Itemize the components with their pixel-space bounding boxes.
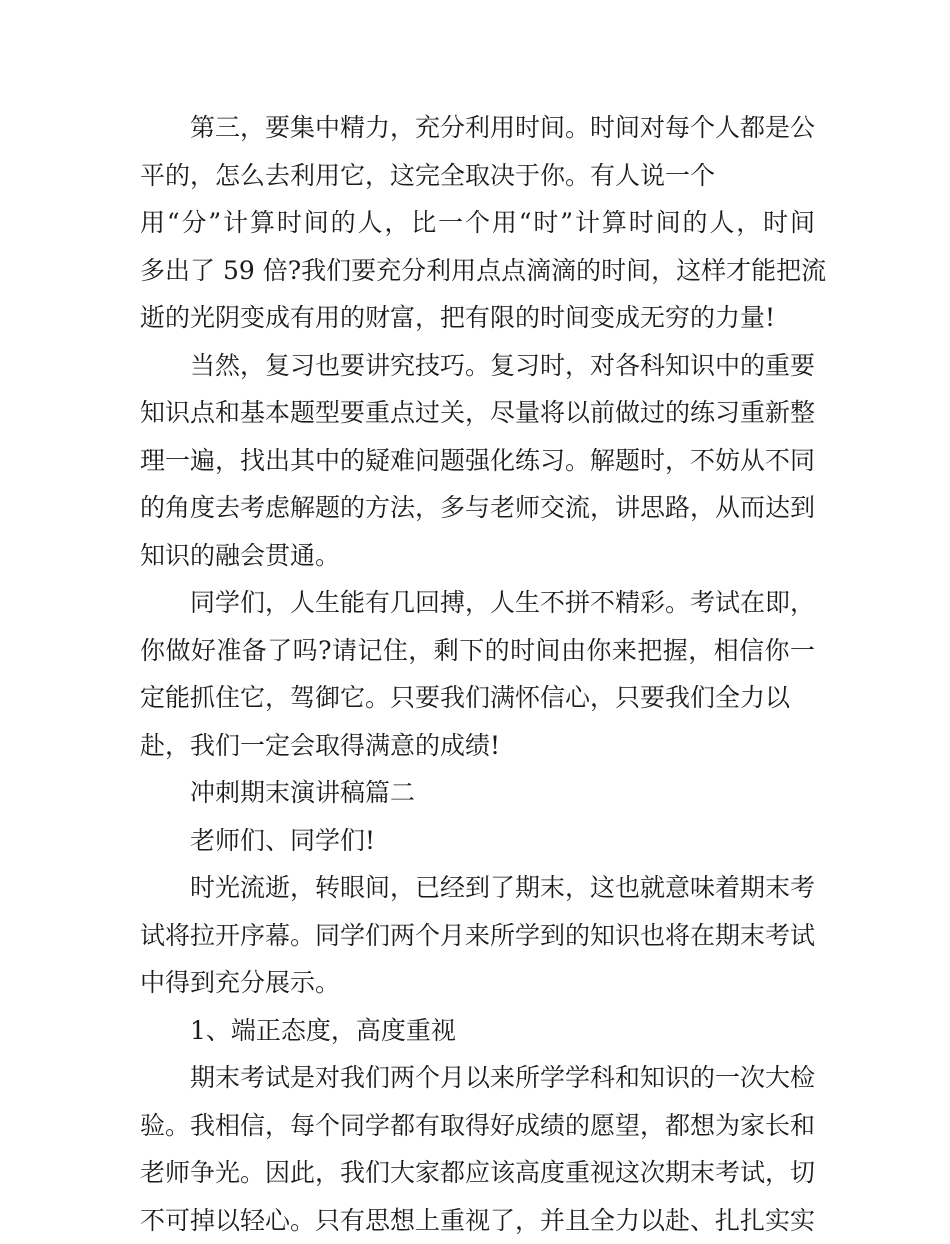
text-line: 老师争光。因此，我们大家都应该高度重视这次期末考试，切 bbox=[140, 1149, 815, 1197]
text-line: 时光流逝，转眼间，已经到了期末，这也就意味着期末考 bbox=[140, 864, 815, 912]
text-line: 的角度去考虑解题的方法，多与老师交流，讲思路，从而达到 bbox=[140, 484, 815, 532]
text-line: 逝的光阴变成有用的财富，把有限的时间变成无穷的力量! bbox=[140, 294, 815, 342]
text-line: 中得到充分展示。 bbox=[140, 959, 815, 1007]
text-line: 第三，要集中精力，充分利用时间。时间对每个人都是公 bbox=[140, 104, 815, 152]
text-line: 验。我相信，每个同学都有取得好成绩的愿望，都想为家长和 bbox=[140, 1102, 815, 1150]
text-line: 当然，复习也要讲究技巧。复习时，对各科知识中的重要 bbox=[140, 342, 815, 390]
text-line: 同学们，人生能有几回搏，人生不拼不精彩。考试在即， bbox=[140, 579, 815, 627]
text-line: 你做好准备了吗?请记住，剩下的时间由你来把握，相信你一 bbox=[140, 627, 815, 675]
text-line: 赴，我们一定会取得满意的成绩! bbox=[140, 722, 815, 770]
text-line: 冲刺期末演讲稿篇二 bbox=[140, 769, 815, 817]
text-line: 期末考试是对我们两个月以来所学学科和知识的一次大检 bbox=[140, 1054, 815, 1102]
text-line: 不可掉以轻心。只有思想上重视了，并且全力以赴、扎扎实实 bbox=[140, 1197, 815, 1244]
text-line: 理一遍，找出其中的疑难问题强化练习。解题时，不妨从不同 bbox=[140, 437, 815, 485]
text-line: 多出了 59 倍?我们要充分利用点点滴滴的时间，这样才能把流 bbox=[140, 247, 815, 295]
text-line: 平的，怎么去利用它，这完全取决于你。有人说一个 bbox=[140, 152, 815, 200]
text-line: 1、端正态度，高度重视 bbox=[140, 1007, 815, 1055]
text-line: 用“分”计算时间的人，比一个用“时”计算时间的人，时间 bbox=[140, 199, 815, 247]
text-line: 老师们、同学们! bbox=[140, 817, 815, 865]
text-line: 知识的融会贯通。 bbox=[140, 532, 815, 580]
text-line: 定能抓住它，驾御它。只要我们满怀信心，只要我们全力以 bbox=[140, 674, 815, 722]
text-line: 知识点和基本题型要重点过关，尽量将以前做过的练习重新整 bbox=[140, 389, 815, 437]
document-body bbox=[140, 104, 815, 1244]
text-line: 试将拉开序幕。同学们两个月来所学到的知识也将在期末考试 bbox=[140, 912, 815, 960]
